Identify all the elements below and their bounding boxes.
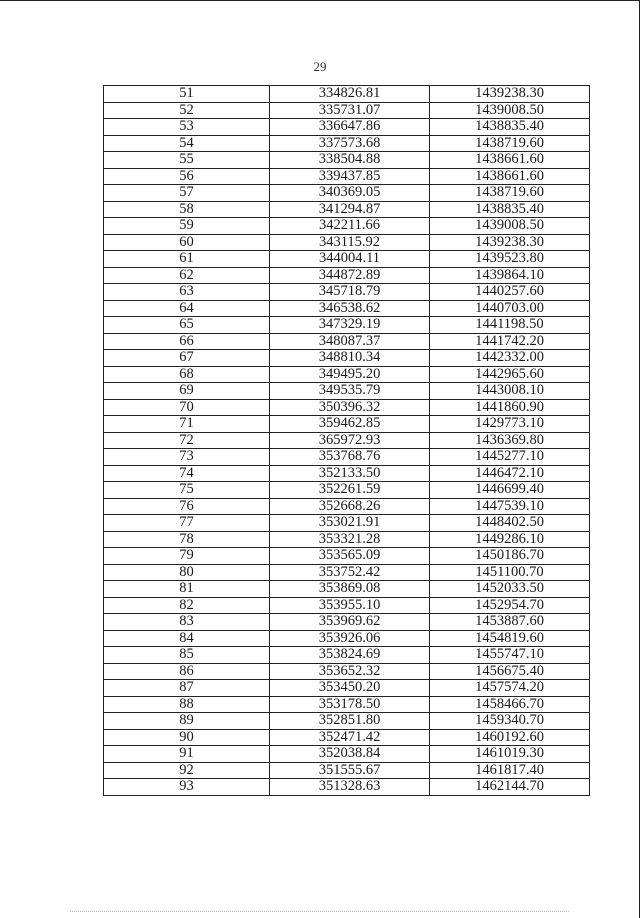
x-coordinate-cell: 334826.81 xyxy=(270,86,430,103)
table-row xyxy=(104,564,590,581)
y-coordinate-cell: 1441742.20 xyxy=(430,333,590,350)
x-coordinate-cell: 351555.67 xyxy=(270,762,430,779)
y-coordinate-cell: 1461817.40 xyxy=(430,762,590,779)
x-coordinate-cell: 351328.63 xyxy=(270,779,430,796)
point-number-cell: 77 xyxy=(104,515,270,532)
point-number-cell: 93 xyxy=(104,779,270,796)
x-coordinate-cell: 348810.34 xyxy=(270,350,430,367)
y-coordinate-cell: 1438835.40 xyxy=(430,119,590,136)
x-coordinate-cell: 341294.87 xyxy=(270,201,430,218)
y-coordinate-cell: 1442332.00 xyxy=(430,350,590,367)
point-number-cell: 78 xyxy=(104,531,270,548)
table-row xyxy=(104,350,590,367)
x-coordinate-cell: 349535.79 xyxy=(270,383,430,400)
x-coordinate-cell: 353869.08 xyxy=(270,581,430,598)
y-coordinate-cell: 1439238.30 xyxy=(430,234,590,251)
y-coordinate-cell: 1459340.70 xyxy=(430,713,590,730)
y-coordinate-cell: 1440703.00 xyxy=(430,300,590,317)
y-coordinate-cell: 1438835.40 xyxy=(430,201,590,218)
y-coordinate-cell: 1442965.60 xyxy=(430,366,590,383)
point-number-cell: 73 xyxy=(104,449,270,466)
y-coordinate-cell: 1441198.50 xyxy=(430,317,590,334)
point-number-cell: 76 xyxy=(104,498,270,515)
y-coordinate-cell: 1439864.10 xyxy=(430,267,590,284)
x-coordinate-cell: 344872.89 xyxy=(270,267,430,284)
coordinate-table-body xyxy=(104,86,590,796)
y-coordinate-cell: 1460192.60 xyxy=(430,729,590,746)
x-coordinate-cell: 352471.42 xyxy=(270,729,430,746)
table-row xyxy=(104,399,590,416)
y-coordinate-cell: 1461019.30 xyxy=(430,746,590,763)
table-row xyxy=(104,317,590,334)
point-number-cell: 63 xyxy=(104,284,270,301)
y-coordinate-cell: 1439523.80 xyxy=(430,251,590,268)
point-number-cell: 70 xyxy=(104,399,270,416)
point-number-cell: 69 xyxy=(104,383,270,400)
point-number-cell: 75 xyxy=(104,482,270,499)
x-coordinate-cell: 342211.66 xyxy=(270,218,430,235)
table-row xyxy=(104,729,590,746)
point-number-cell: 74 xyxy=(104,465,270,482)
point-number-cell: 59 xyxy=(104,218,270,235)
table-row xyxy=(104,168,590,185)
y-coordinate-cell: 1457574.20 xyxy=(430,680,590,697)
x-coordinate-cell: 346538.62 xyxy=(270,300,430,317)
y-coordinate-cell: 1438719.60 xyxy=(430,135,590,152)
table-row xyxy=(104,201,590,218)
point-number-cell: 56 xyxy=(104,168,270,185)
x-coordinate-cell: 353969.62 xyxy=(270,614,430,631)
table-row xyxy=(104,746,590,763)
point-number-cell: 71 xyxy=(104,416,270,433)
x-coordinate-cell: 365972.93 xyxy=(270,432,430,449)
y-coordinate-cell: 1450186.70 xyxy=(430,548,590,565)
y-coordinate-cell: 1429773.10 xyxy=(430,416,590,433)
x-coordinate-cell: 345718.79 xyxy=(270,284,430,301)
x-coordinate-cell: 344004.11 xyxy=(270,251,430,268)
x-coordinate-cell: 353926.06 xyxy=(270,630,430,647)
x-coordinate-cell: 353565.09 xyxy=(270,548,430,565)
table-row xyxy=(104,531,590,548)
table-row xyxy=(104,647,590,664)
x-coordinate-cell: 353824.69 xyxy=(270,647,430,664)
table-row xyxy=(104,366,590,383)
x-coordinate-cell: 337573.68 xyxy=(270,135,430,152)
y-coordinate-cell: 1438719.60 xyxy=(430,185,590,202)
y-coordinate-cell: 1441860.90 xyxy=(430,399,590,416)
y-coordinate-cell: 1446699.40 xyxy=(430,482,590,499)
point-number-cell: 66 xyxy=(104,333,270,350)
table-row xyxy=(104,597,590,614)
table-row xyxy=(104,482,590,499)
point-number-cell: 64 xyxy=(104,300,270,317)
x-coordinate-cell: 353178.50 xyxy=(270,696,430,713)
table-row xyxy=(104,449,590,466)
point-number-cell: 68 xyxy=(104,366,270,383)
point-number-cell: 85 xyxy=(104,647,270,664)
y-coordinate-cell: 1438661.60 xyxy=(430,168,590,185)
y-coordinate-cell: 1439008.50 xyxy=(430,102,590,119)
x-coordinate-cell: 352038.84 xyxy=(270,746,430,763)
point-number-cell: 92 xyxy=(104,762,270,779)
point-number-cell: 58 xyxy=(104,201,270,218)
table-row xyxy=(104,284,590,301)
table-row xyxy=(104,267,590,284)
x-coordinate-cell: 353321.28 xyxy=(270,531,430,548)
point-number-cell: 51 xyxy=(104,86,270,103)
y-coordinate-cell: 1452033.50 xyxy=(430,581,590,598)
y-coordinate-cell: 1453887.60 xyxy=(430,614,590,631)
point-number-cell: 81 xyxy=(104,581,270,598)
x-coordinate-cell: 352668.26 xyxy=(270,498,430,515)
table-row xyxy=(104,432,590,449)
table-row xyxy=(104,515,590,532)
point-number-cell: 87 xyxy=(104,680,270,697)
y-coordinate-cell: 1439008.50 xyxy=(430,218,590,235)
table-row xyxy=(104,498,590,515)
page-number: 29 xyxy=(313,59,327,74)
x-coordinate-cell: 352851.80 xyxy=(270,713,430,730)
x-coordinate-cell: 348087.37 xyxy=(270,333,430,350)
x-coordinate-cell: 340369.05 xyxy=(270,185,430,202)
x-coordinate-cell: 347329.19 xyxy=(270,317,430,334)
y-coordinate-cell: 1445277.10 xyxy=(430,449,590,466)
y-coordinate-cell: 1452954.70 xyxy=(430,597,590,614)
table-row xyxy=(104,135,590,152)
y-coordinate-cell: 1455747.10 xyxy=(430,647,590,664)
table-row xyxy=(104,465,590,482)
x-coordinate-cell: 338504.88 xyxy=(270,152,430,169)
x-coordinate-cell: 353752.42 xyxy=(270,564,430,581)
point-number-cell: 88 xyxy=(104,696,270,713)
y-coordinate-cell: 1438661.60 xyxy=(430,152,590,169)
table-row xyxy=(104,416,590,433)
table-row xyxy=(104,300,590,317)
y-coordinate-cell: 1443008.10 xyxy=(430,383,590,400)
table-row xyxy=(104,548,590,565)
x-coordinate-cell: 353768.76 xyxy=(270,449,430,466)
point-number-cell: 62 xyxy=(104,267,270,284)
point-number-cell: 54 xyxy=(104,135,270,152)
point-number-cell: 61 xyxy=(104,251,270,268)
point-number-cell: 57 xyxy=(104,185,270,202)
x-coordinate-cell: 353652.32 xyxy=(270,663,430,680)
table-row xyxy=(104,779,590,796)
y-coordinate-cell: 1446472.10 xyxy=(430,465,590,482)
point-number-cell: 55 xyxy=(104,152,270,169)
table-row xyxy=(104,581,590,598)
y-coordinate-cell: 1448402.50 xyxy=(430,515,590,532)
table-row xyxy=(104,630,590,647)
x-coordinate-cell: 335731.07 xyxy=(270,102,430,119)
y-coordinate-cell: 1454819.60 xyxy=(430,630,590,647)
y-coordinate-cell: 1440257.60 xyxy=(430,284,590,301)
table-row xyxy=(104,383,590,400)
point-number-cell: 82 xyxy=(104,597,270,614)
point-number-cell: 80 xyxy=(104,564,270,581)
x-coordinate-cell: 359462.85 xyxy=(270,416,430,433)
y-coordinate-cell: 1449286.10 xyxy=(430,531,590,548)
table-row xyxy=(104,119,590,136)
x-coordinate-cell: 353955.10 xyxy=(270,597,430,614)
table-row xyxy=(104,680,590,697)
x-coordinate-cell: 353450.20 xyxy=(270,680,430,697)
table-row xyxy=(104,152,590,169)
table-row xyxy=(104,762,590,779)
x-coordinate-cell: 349495.20 xyxy=(270,366,430,383)
table-row xyxy=(104,663,590,680)
table-row xyxy=(104,251,590,268)
y-coordinate-cell: 1439238.30 xyxy=(430,86,590,103)
table-row xyxy=(104,614,590,631)
x-coordinate-cell: 336647.86 xyxy=(270,119,430,136)
x-coordinate-cell: 352261.59 xyxy=(270,482,430,499)
point-number-cell: 65 xyxy=(104,317,270,334)
point-number-cell: 90 xyxy=(104,729,270,746)
y-coordinate-cell: 1462144.70 xyxy=(430,779,590,796)
point-number-cell: 91 xyxy=(104,746,270,763)
point-number-cell: 86 xyxy=(104,663,270,680)
y-coordinate-cell: 1458466.70 xyxy=(430,696,590,713)
x-coordinate-cell: 353021.91 xyxy=(270,515,430,532)
y-coordinate-cell: 1456675.40 xyxy=(430,663,590,680)
x-coordinate-cell: 350396.32 xyxy=(270,399,430,416)
table-row xyxy=(104,696,590,713)
point-number-cell: 84 xyxy=(104,630,270,647)
point-number-cell: 52 xyxy=(104,102,270,119)
point-number-cell: 83 xyxy=(104,614,270,631)
point-number-cell: 60 xyxy=(104,234,270,251)
point-number-cell: 67 xyxy=(104,350,270,367)
table-row xyxy=(104,185,590,202)
y-coordinate-cell: 1436369.80 xyxy=(430,432,590,449)
point-number-cell: 72 xyxy=(104,432,270,449)
y-coordinate-cell: 1447539.10 xyxy=(430,498,590,515)
point-number-cell: 89 xyxy=(104,713,270,730)
table-row xyxy=(104,218,590,235)
x-coordinate-cell: 352133.50 xyxy=(270,465,430,482)
point-number-cell: 79 xyxy=(104,548,270,565)
table-row xyxy=(104,234,590,251)
table-row xyxy=(104,333,590,350)
y-coordinate-cell: 1451100.70 xyxy=(430,564,590,581)
x-coordinate-cell: 339437.85 xyxy=(270,168,430,185)
x-coordinate-cell: 343115.92 xyxy=(270,234,430,251)
table-row xyxy=(104,86,590,103)
page-bottom-edge xyxy=(70,911,569,912)
table-row xyxy=(104,713,590,730)
coordinate-table xyxy=(103,85,590,796)
table-row xyxy=(104,102,590,119)
point-number-cell: 53 xyxy=(104,119,270,136)
